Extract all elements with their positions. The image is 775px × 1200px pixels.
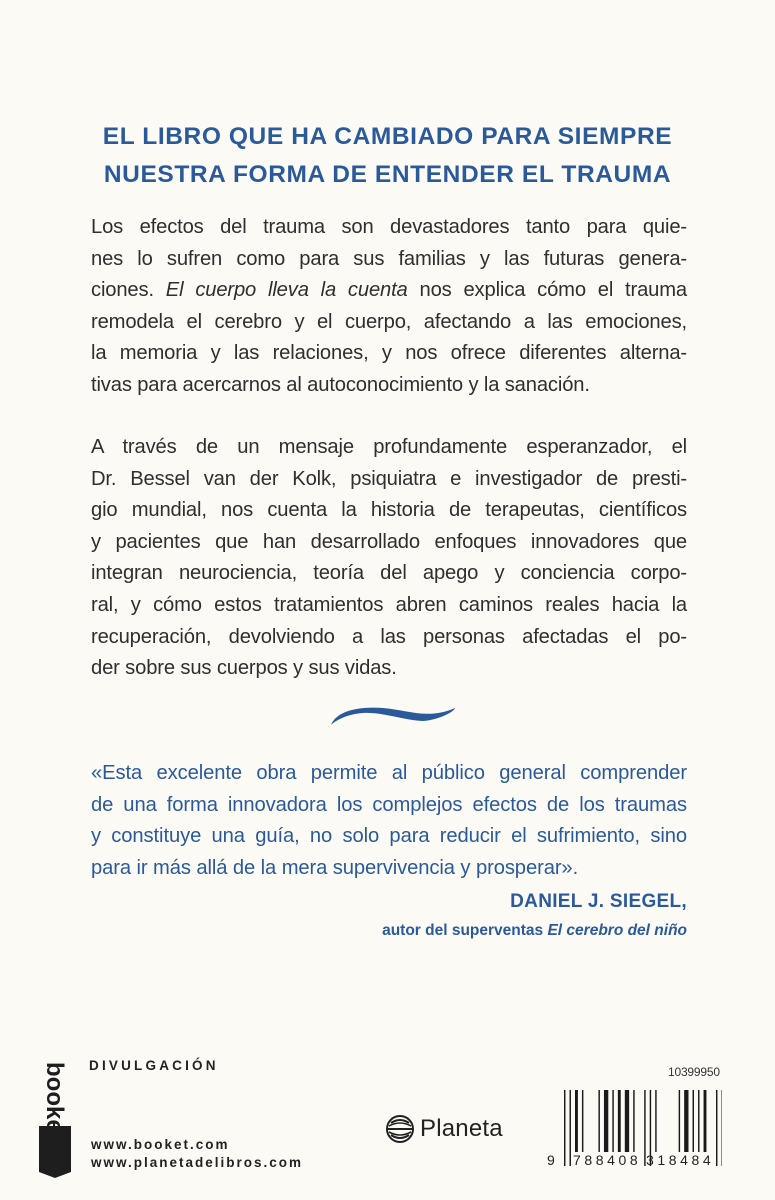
text-line: tivas para acercarnos al autoconocimiento y la sanación. (91, 373, 590, 396)
barcode-bar (722, 1090, 723, 1166)
barcode-bar (618, 1090, 621, 1152)
isbn-left-digits: 788408 (573, 1152, 642, 1168)
internal-code: 10399950 (668, 1065, 720, 1079)
text-fragment: ciones. (91, 279, 154, 302)
quote-line: y constituye una guía, no solo para reducir el sufrimiento, sino (91, 825, 687, 848)
barcode-bar (655, 1090, 656, 1152)
barcode-bar (598, 1090, 599, 1152)
booket-url[interactable]: www.booket.com (91, 1137, 230, 1152)
barcode-bar (704, 1090, 707, 1152)
barcode-bar (625, 1090, 629, 1152)
quote-author: DANIEL J. SIEGEL, (510, 891, 687, 912)
barcode-bar (693, 1090, 694, 1152)
barcode-bar (564, 1090, 565, 1166)
planeta-logo (385, 1114, 503, 1144)
quote-line: de una forma innovadora los complejos efectos de los traumas (91, 793, 687, 816)
booket-logo-icon (36, 1058, 74, 1178)
quote-line: «Esta excelente obra permite al público general comprender (91, 762, 687, 784)
synopsis-paragraph-2 (91, 432, 687, 685)
barcode-bar (684, 1090, 688, 1152)
text-line: nes lo sufren como para sus familias y las futuras genera- (91, 247, 687, 270)
category-label: DIVULGACIÓN (89, 1058, 219, 1073)
planeta-name: Planeta (420, 1115, 503, 1142)
text-fragment: nos explica cómo el trauma (419, 279, 687, 302)
text-line (91, 275, 687, 307)
isbn-first-digit: 9 (547, 1152, 555, 1168)
endorsement-quote (91, 758, 687, 884)
headline-line-1: EL LIBRO QUE HA CAMBIADO PARA SIEMPRE (102, 123, 673, 150)
barcode-bar (679, 1090, 680, 1152)
website-links (91, 1136, 303, 1172)
text-line: remodela el cerebro y el cuerpo, afectando a las emociones, (91, 310, 687, 333)
quote-author-role (382, 922, 687, 940)
headline-line-2: NUESTRA FORMA DE ENTENDER EL TRAUMA (103, 161, 672, 188)
synopsis-paragraph-1 (91, 212, 687, 402)
barcode-bar (570, 1090, 571, 1166)
barcode-bar (604, 1090, 608, 1152)
wave-divider-icon (328, 700, 458, 728)
text-line: integran neurociencia, teoría del apego y conciencia corpo- (91, 562, 687, 585)
barcode-bar (612, 1090, 613, 1152)
text-line: y pacientes que han desarrollado enfoques innovadores que (91, 530, 687, 553)
text-line: ral, y cómo estos tratamientos abren caminos reales hacia la (91, 593, 687, 616)
barcode-bar (575, 1090, 578, 1152)
headline (0, 118, 775, 194)
text-line: recuperación, devolviendo a las personas afectadas el po- (91, 625, 687, 648)
planetadelibros-url[interactable]: www.planetadelibros.com (91, 1155, 304, 1170)
text-line: der sobre sus cuerpos y sus vidas. (91, 657, 397, 680)
barcode-bar (698, 1090, 699, 1152)
barcode-bar (716, 1090, 717, 1166)
text-line: A través de un mensaje profundamente esperanzador, el (91, 436, 687, 458)
booket-logo-text: booket (41, 1062, 68, 1141)
barcode-bar (582, 1090, 583, 1152)
text-line: la memoria y las relaciones, y nos ofrece diferentes alterna- (91, 342, 687, 365)
book-title: El cuerpo lleva la cuenta (165, 279, 408, 302)
quote-line: para ir más allá de la mera supervivencia y prosperar». (91, 856, 579, 879)
author-role-text: autor del superventas (382, 922, 544, 939)
text-line: gio mundial, nos cuenta la historia de terapeutas, científicos (91, 499, 687, 522)
text-line: Dr. Bessel van der Kolk, psiquiatra e investigador de presti- (91, 467, 687, 490)
text-line: Los efectos del trauma son devastadores tanto para quie- (91, 216, 687, 238)
author-book-title: El cerebro del niño (547, 922, 687, 939)
barcode-bar (633, 1090, 634, 1152)
isbn-right-digits: 318484 (646, 1152, 715, 1168)
planeta-globe-icon (385, 1114, 415, 1144)
